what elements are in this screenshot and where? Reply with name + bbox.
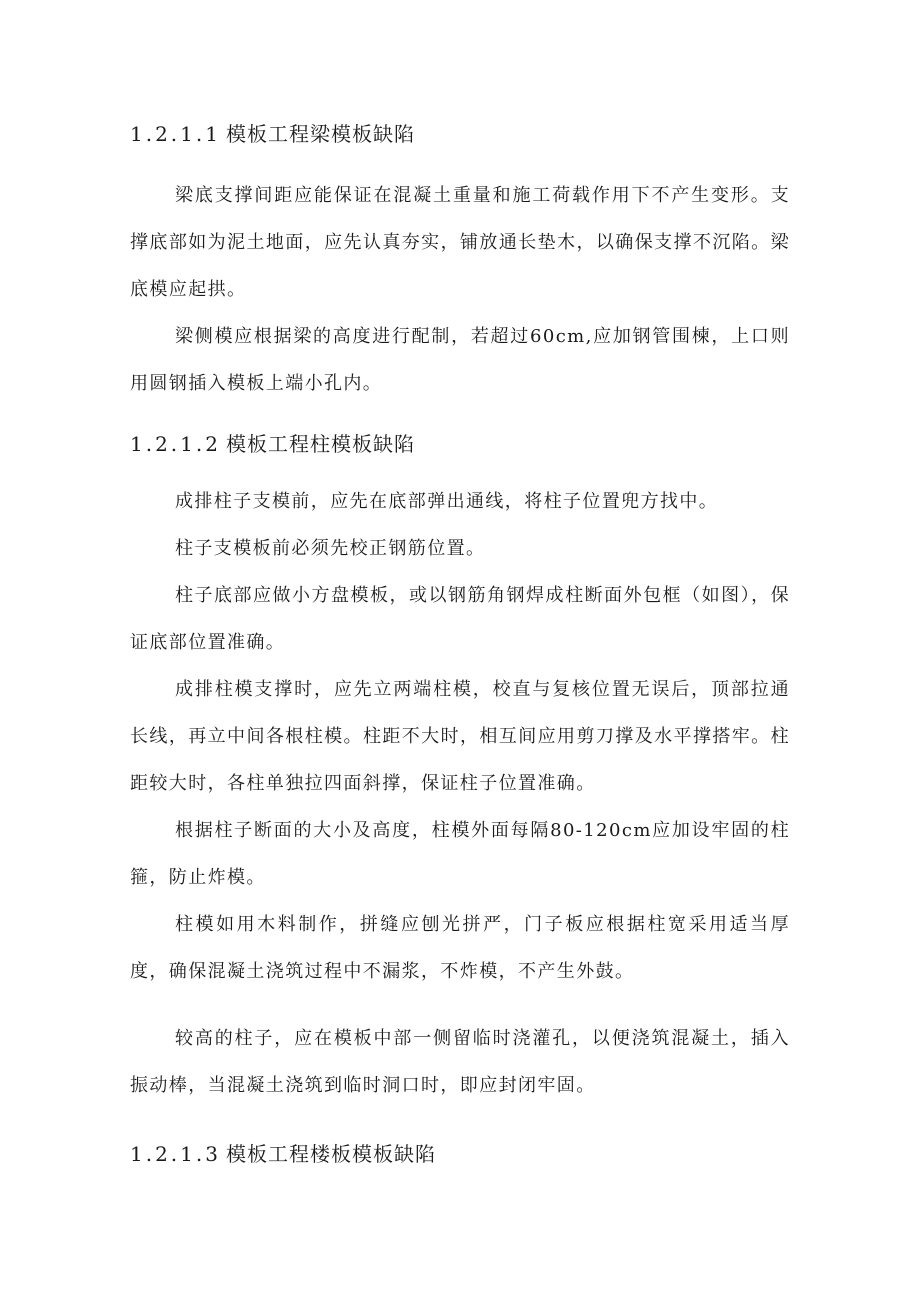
paragraph: 柱子底部应做小方盘模板，或以钢筋角钢焊成柱断面外包框（如图），保证底部位置准确。 [130,585,790,653]
section-heading-2 [130,428,415,457]
section-title: 模板工程楼板模板缺陷 [226,1142,436,1166]
paragraph: 柱子支模板前必须先校正钢筋位置。 [175,538,486,559]
section-number: 1.2.1.3 [130,1142,221,1166]
paragraph: 柱模如用木料制作，拼缝应刨光拼严，门子板应根据柱宽采用适当厚度，确保混凝土浇筑过程中不漏浆，不炸模，不产生外鼓。 [130,914,790,982]
section-number: 1.2.1.2 [130,432,221,456]
section-number: 1.2.1.1 [130,122,221,146]
paragraph: 梁侧模应根据梁的高度进行配制，若超过60cm,应加钢管围楝，上口则用圆钢插入模板上端小孔内。 [130,326,790,394]
section-heading-1 [130,118,415,147]
section-title: 模板工程梁模板缺陷 [226,122,415,146]
section-title: 模板工程柱模板缺陷 [226,432,415,456]
paragraph: 较高的柱子，应在模板中部一侧留临时浇灌孔，以便浇筑混凝土，插入振动棒，当混凝土浇筑到临时洞口时，即应封闭牢固。 [130,1028,790,1096]
paragraph: 成排柱子支模前，应先在底部弹出通线，将柱子位置兜方找中。 [175,491,719,512]
paragraph: 成排柱模支撑时，应先立两端柱模，校直与复核位置无误后，顶部拉通长线，再立中间各根柱模。柱距不大时，相互间应用剪刀撑及水平撑搭牢。柱距较大时，各柱单独拉四面斜撑，保证柱子位置准确。 [130,679,790,794]
section-heading-3 [130,1138,436,1167]
paragraph: 根据柱子断面的大小及高度，柱模外面每隔80-120cm应加设牢固的柱箍，防止炸模。 [130,820,790,888]
paragraph: 梁底支撑间距应能保证在混凝土重量和施工荷载作用下不产生变形。支撑底部如为泥土地面，应先认真夯实，铺放通长垫木，以确保支撑不沉陷。梁底模应起拱。 [130,185,790,300]
